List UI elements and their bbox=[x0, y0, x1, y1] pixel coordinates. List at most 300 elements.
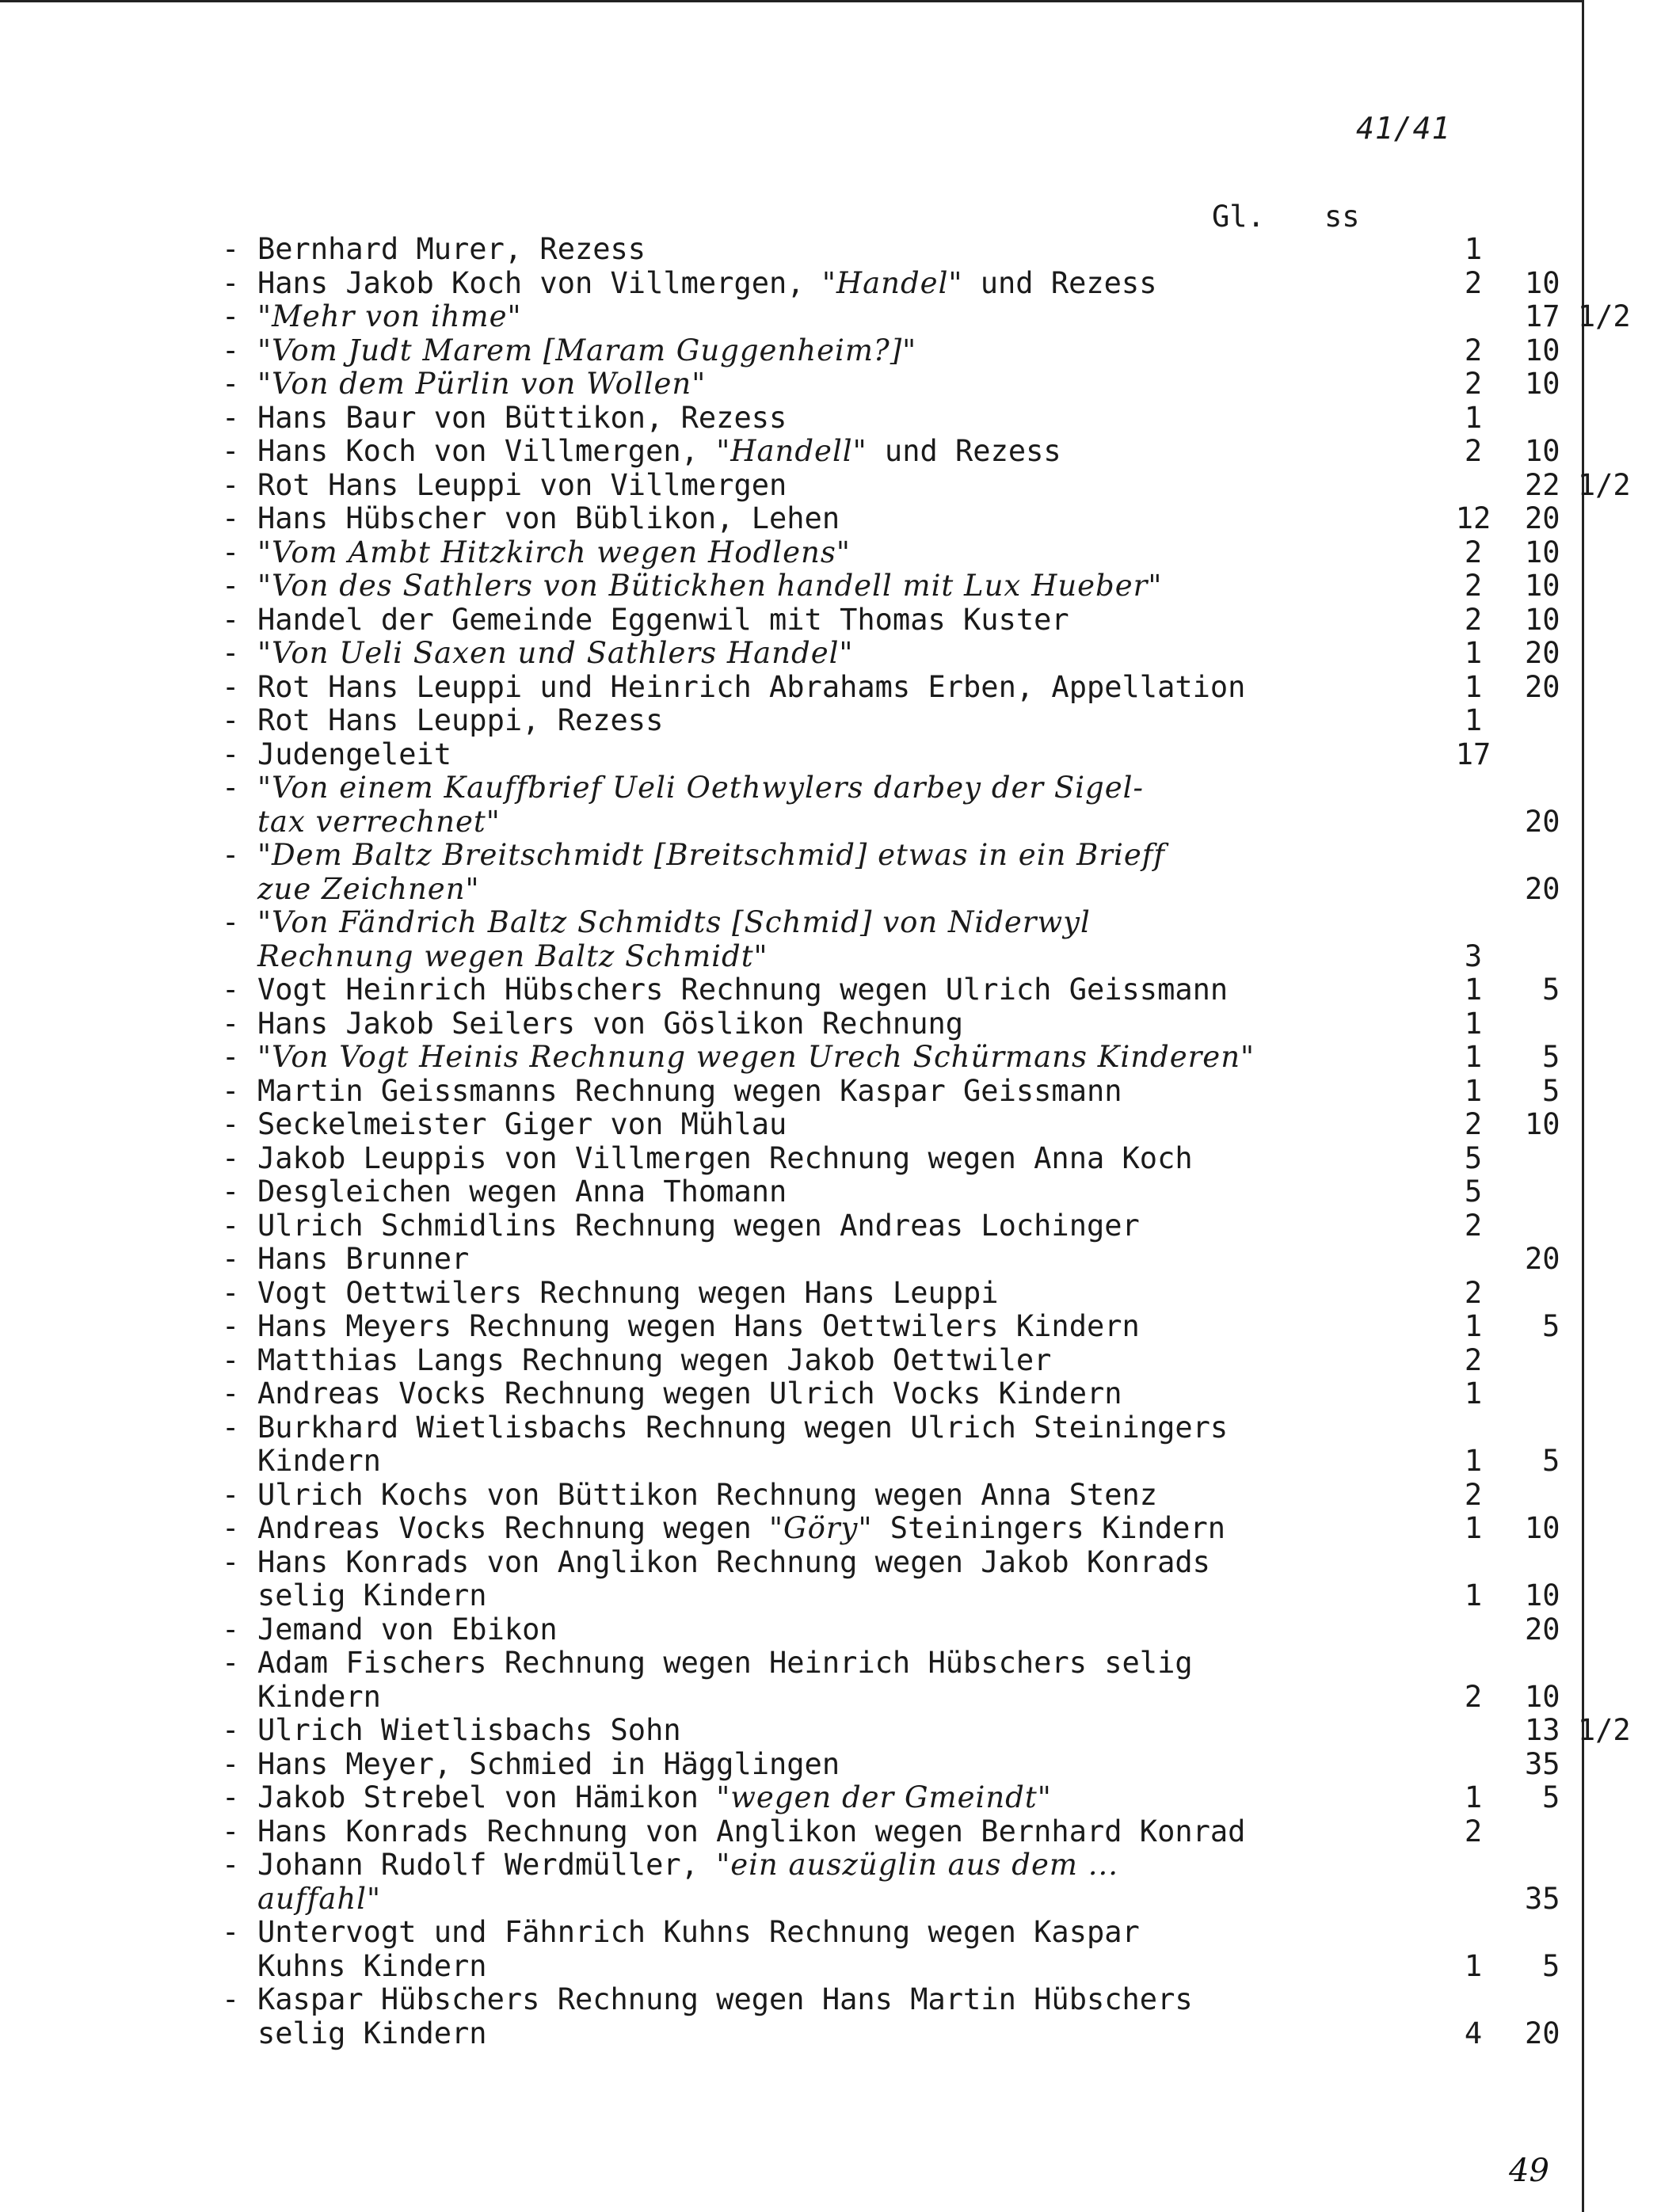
entry-text bbox=[257, 1209, 1224, 1243]
entry-text-line bbox=[257, 1983, 1224, 2017]
entry-text-line bbox=[257, 1243, 1224, 1277]
entry-text-line bbox=[257, 1277, 1224, 1311]
amount-gulden: 2 bbox=[1464, 602, 1483, 637]
entry-text bbox=[257, 1007, 1224, 1041]
entry-amounts bbox=[1220, 1309, 1560, 1344]
entry-text-line bbox=[257, 1075, 1224, 1109]
entry-dash: - bbox=[222, 501, 240, 535]
entry-dash: - bbox=[222, 1780, 240, 1814]
entry-text-segment: Vogt Heinrich Hübschers Rechnung wegen Ulrich Geissmann bbox=[257, 973, 1229, 1007]
entry-text-line bbox=[257, 1040, 1255, 1075]
entry-text-line bbox=[257, 1848, 1224, 1883]
entry-quote-segment: "Mehr von ihme" bbox=[257, 299, 522, 333]
entry-row bbox=[222, 535, 1560, 570]
entry-text bbox=[257, 1916, 1224, 1983]
entry-amounts bbox=[1220, 1511, 1560, 1546]
entry-amounts bbox=[1220, 636, 1560, 671]
entry-text-segment: Matthias Langs Rechnung wegen Jakob Oettwiler bbox=[257, 1342, 1052, 1377]
entry-text bbox=[257, 973, 1229, 1007]
entry-text-line bbox=[257, 469, 1224, 503]
amount-gulden: 2 bbox=[1464, 1275, 1483, 1310]
entry-text-line bbox=[257, 1714, 1224, 1748]
entry-amounts bbox=[1220, 1780, 1560, 1815]
entry-dash: - bbox=[222, 1410, 240, 1445]
entry-text-segment: Judengeleit bbox=[257, 737, 452, 771]
entry-text-line bbox=[257, 1410, 1229, 1445]
entry-text-segment: Kindern bbox=[257, 1444, 381, 1478]
entry-row bbox=[222, 367, 1560, 402]
amount-gulden: 2 bbox=[1464, 1477, 1483, 1512]
entry-amounts bbox=[1220, 1713, 1631, 1748]
amount-gulden: 1 bbox=[1464, 1948, 1483, 1983]
entry-dash: - bbox=[222, 367, 240, 401]
entry-quote-segment: "Von des Sathlers von Bütickhen handell mit Lux Hueber" bbox=[257, 569, 1163, 603]
entry-amounts bbox=[1220, 1342, 1483, 1378]
entry-text-line bbox=[257, 1950, 1224, 1984]
entry-dash: - bbox=[222, 1073, 240, 1108]
entry-text-line bbox=[257, 1377, 1224, 1411]
handwritten-folio-mark: 49 bbox=[1509, 2153, 1549, 2189]
entry-row bbox=[222, 333, 1560, 368]
amount-gulden: 1 bbox=[1464, 1376, 1483, 1411]
entry-dash: - bbox=[222, 569, 240, 603]
entry-text-segment: Hans Meyer, Schmied in Hägglingen bbox=[257, 1746, 840, 1781]
entry-dash: - bbox=[222, 1646, 240, 1680]
entry-text-line bbox=[257, 1916, 1224, 1950]
amount-schilling: 10 bbox=[1525, 434, 1560, 468]
entry-text bbox=[257, 334, 1224, 368]
entry-row bbox=[222, 1646, 1560, 1714]
entry-text-line bbox=[257, 669, 1246, 705]
entry-text-line bbox=[257, 738, 1224, 772]
entry-row bbox=[222, 1915, 1560, 1983]
amount-gulden: 2 bbox=[1464, 535, 1483, 569]
amount-schilling: 22 1/2 bbox=[1525, 467, 1631, 502]
entry-text bbox=[257, 300, 1224, 334]
amount-schilling: 20 bbox=[1525, 501, 1560, 535]
page-number: 41/41 bbox=[1356, 111, 1451, 146]
entry-row bbox=[222, 905, 1483, 973]
entry-quote-segment: tax verrechnet" bbox=[257, 804, 501, 839]
entry-row bbox=[222, 1746, 1560, 1782]
amount-schilling: 20 bbox=[1525, 636, 1560, 670]
entry-text bbox=[257, 1108, 1224, 1142]
entry-row bbox=[222, 737, 1491, 772]
entry-amounts bbox=[1220, 1578, 1560, 1613]
entry-dash: - bbox=[222, 299, 240, 333]
entry-dash: - bbox=[222, 602, 240, 637]
entry-text-line bbox=[257, 1781, 1224, 1815]
entry-amounts bbox=[1220, 1477, 1483, 1513]
entry-row bbox=[222, 569, 1560, 603]
amount-gulden: 2 bbox=[1464, 1208, 1483, 1243]
amount-schilling: 10 bbox=[1525, 333, 1560, 367]
entry-amounts bbox=[1220, 333, 1560, 368]
entry-quote-segment: Rechnung wegen Baltz Schmidt" bbox=[257, 938, 768, 973]
amount-gulden: 3 bbox=[1464, 938, 1483, 973]
entry-text-segment: selig Kindern bbox=[257, 1578, 487, 1612]
entry-quote-segment: auffahl" bbox=[257, 1881, 382, 1916]
entry-text-line bbox=[257, 502, 1224, 536]
entry-dash: - bbox=[222, 1477, 240, 1512]
entry-dash: - bbox=[222, 905, 240, 939]
entry-amounts bbox=[1220, 1814, 1483, 1849]
amount-schilling: 35 bbox=[1525, 1881, 1560, 1916]
amount-schilling: 10 bbox=[1525, 367, 1560, 401]
entry-amounts bbox=[1220, 1612, 1560, 1647]
entry-row bbox=[222, 1107, 1560, 1142]
entry-text-segment: Kindern bbox=[257, 1679, 381, 1714]
entry-text-segment: Untervogt und Fähnrich Kuhns Rechnung wegen Kaspar bbox=[257, 1915, 1140, 1949]
entry-dash: - bbox=[222, 1175, 240, 1209]
amount-schilling: 20 bbox=[1525, 1612, 1560, 1647]
amount-schilling: 5 bbox=[1542, 1780, 1560, 1814]
amount-schilling: 10 bbox=[1525, 602, 1560, 637]
amount-schilling: 17 1/2 bbox=[1525, 299, 1631, 333]
entry-text bbox=[257, 1848, 1224, 1916]
entry-text-line bbox=[257, 1512, 1224, 1546]
amount-gulden: 2 bbox=[1464, 367, 1483, 401]
entry-text-segment: Burkhard Wietlisbachs Rechnung wegen Ulrich Steiningers bbox=[257, 1410, 1229, 1445]
entry-text-line bbox=[257, 973, 1229, 1007]
entry-quote-segment: "ein auszüglin aus dem ... bbox=[716, 1848, 1119, 1882]
entry-dash: - bbox=[222, 1275, 240, 1310]
entry-text bbox=[257, 771, 1224, 839]
entry-text-line bbox=[257, 2017, 1224, 2051]
amount-gulden: 5 bbox=[1464, 1140, 1483, 1175]
entry-text bbox=[257, 1714, 1224, 1748]
entry-text-segment: Ulrich Kochs von Büttikon Rechnung wegen Anna Stenz bbox=[257, 1477, 1158, 1512]
entry-quote-segment: "Vom Ambt Hitzkirch wegen Hodlens" bbox=[257, 535, 851, 569]
entry-amounts bbox=[1220, 434, 1560, 469]
entry-text bbox=[257, 1410, 1229, 1479]
entry-row bbox=[222, 838, 1560, 906]
entry-dash: - bbox=[222, 333, 240, 367]
entry-row bbox=[222, 501, 1560, 536]
entry-dash: - bbox=[222, 703, 240, 737]
entry-dash: - bbox=[222, 1746, 240, 1781]
entry-amounts bbox=[1220, 1881, 1560, 1917]
entry-text bbox=[257, 1243, 1224, 1277]
entry-row bbox=[222, 669, 1560, 705]
entry-text-segment: Bernhard Murer, Rezess bbox=[257, 232, 646, 266]
entry-text-line bbox=[257, 1546, 1224, 1580]
entry-text-segment: Ulrich Schmidlins Rechnung wegen Andreas Lochinger bbox=[257, 1208, 1140, 1243]
entry-row bbox=[222, 636, 1560, 671]
entry-row bbox=[222, 703, 1483, 738]
entry-text bbox=[257, 402, 1224, 436]
entry-text bbox=[257, 1075, 1224, 1109]
entry-dash: - bbox=[222, 400, 240, 435]
entry-dash: - bbox=[222, 535, 240, 569]
entry-amounts bbox=[1220, 871, 1560, 907]
entry-text-segment: Hans Hübscher von Büblikon, Lehen bbox=[257, 501, 840, 535]
amount-schilling: 20 bbox=[1525, 804, 1560, 839]
entry-amounts bbox=[1220, 1073, 1560, 1109]
entry-amounts bbox=[1220, 737, 1491, 772]
entry-text bbox=[257, 1142, 1224, 1176]
entry-quote-segment: "Von dem Pürlin von Wollen" bbox=[257, 367, 707, 401]
entry-text-segment: Hans Jakob Seilers von Göslikon Rechnung bbox=[257, 1006, 964, 1041]
entry-text-segment: und Rezess bbox=[867, 434, 1061, 468]
amount-gulden: 12 bbox=[1455, 501, 1491, 535]
entry-text-line bbox=[257, 402, 1224, 436]
entry-text bbox=[257, 233, 1224, 267]
entry-text-line bbox=[257, 435, 1224, 469]
entry-text bbox=[257, 669, 1246, 705]
amount-schilling: 10 bbox=[1525, 569, 1560, 603]
entry-dash: - bbox=[222, 1544, 240, 1579]
entry-text-segment: Andreas Vocks Rechnung wegen Ulrich Vocks Kindern bbox=[257, 1376, 1122, 1411]
entry-text-line bbox=[257, 940, 1224, 974]
entry-amounts bbox=[1220, 501, 1560, 536]
entry-text-segment: Hans Konrads von Anglikon Rechnung wegen Jakob Konrads bbox=[257, 1544, 1210, 1579]
entry-amounts bbox=[1220, 1679, 1560, 1715]
entry-amounts bbox=[1220, 535, 1560, 570]
amount-schilling: 5 bbox=[1542, 973, 1560, 1007]
entry-text-line bbox=[257, 300, 1224, 334]
entry-text-segment: Kuhns Kindern bbox=[257, 1948, 487, 1983]
entry-text-line bbox=[257, 1814, 1246, 1849]
entry-row bbox=[222, 1544, 1560, 1613]
entry-dash: - bbox=[222, 1208, 240, 1243]
column-header-schilling: ss bbox=[1324, 200, 1360, 234]
entry-text bbox=[257, 1175, 1224, 1209]
entry-text-line bbox=[257, 367, 1224, 402]
entry-text bbox=[257, 1479, 1224, 1513]
entry-text-line bbox=[257, 704, 1224, 738]
amount-gulden: 1 bbox=[1464, 1511, 1483, 1545]
entry-amounts bbox=[1220, 1140, 1483, 1176]
amount-schilling: 35 bbox=[1525, 1746, 1560, 1781]
entry-amounts bbox=[1220, 1275, 1483, 1311]
entry-row bbox=[222, 1242, 1560, 1277]
amount-gulden: 1 bbox=[1464, 636, 1483, 670]
entry-text-line bbox=[257, 569, 1224, 603]
entry-text bbox=[257, 906, 1224, 973]
entry-text-segment: Rot Hans Leuppi von Villmergen bbox=[257, 467, 787, 502]
entry-text-segment: Jakob Leuppis von Villmergen Rechnung wegen Anna Koch bbox=[257, 1140, 1193, 1175]
amount-gulden: 1 bbox=[1464, 1578, 1483, 1612]
entry-text-line bbox=[257, 637, 1224, 671]
amount-schilling: 10 bbox=[1525, 1511, 1560, 1545]
entry-text-line bbox=[257, 1209, 1224, 1243]
amount-gulden: 1 bbox=[1464, 1309, 1483, 1343]
amount-gulden: 1 bbox=[1464, 669, 1483, 704]
entry-row bbox=[222, 1612, 1560, 1647]
amount-gulden: 2 bbox=[1464, 1679, 1483, 1714]
entry-text-line bbox=[257, 536, 1224, 570]
entry-row bbox=[222, 400, 1483, 436]
amount-gulden: 2 bbox=[1464, 333, 1483, 367]
entry-dash: - bbox=[222, 434, 240, 468]
entry-row bbox=[222, 973, 1560, 1007]
entry-text bbox=[257, 435, 1224, 469]
entry-text-segment: Jakob Strebel von Hämikon bbox=[257, 1780, 717, 1814]
entry-quote-segment: "Göry" bbox=[769, 1511, 873, 1545]
amount-gulden: 1 bbox=[1464, 400, 1483, 435]
entry-text bbox=[257, 1377, 1224, 1411]
entry-dash: - bbox=[222, 1982, 240, 2016]
entry-text bbox=[257, 738, 1224, 772]
entry-amounts bbox=[1220, 367, 1560, 402]
entry-dash: - bbox=[222, 1915, 240, 1949]
amount-gulden: 2 bbox=[1464, 1814, 1483, 1848]
amount-gulden: 2 bbox=[1464, 569, 1483, 603]
entry-text bbox=[257, 1781, 1224, 1815]
entry-text-line bbox=[257, 603, 1224, 638]
entry-text-segment: Andreas Vocks Rechnung wegen bbox=[257, 1511, 770, 1545]
entry-amounts bbox=[1220, 1444, 1560, 1479]
entry-dash: - bbox=[222, 1511, 240, 1545]
entry-row bbox=[222, 1713, 1631, 1748]
entry-text bbox=[257, 569, 1224, 603]
entry-dash: - bbox=[222, 1814, 240, 1848]
entry-row bbox=[222, 1376, 1483, 1411]
amount-schilling: 20 bbox=[1525, 669, 1560, 704]
entry-text-segment: selig Kindern bbox=[257, 2016, 487, 2050]
entry-text bbox=[257, 1546, 1224, 1613]
entry-row bbox=[222, 1040, 1560, 1075]
entry-row bbox=[222, 1410, 1560, 1479]
entry-amounts bbox=[1220, 938, 1483, 974]
entry-text-line bbox=[257, 1681, 1224, 1715]
entry-text-segment: Hans Brunner bbox=[257, 1242, 470, 1276]
entry-dash: - bbox=[222, 265, 240, 300]
entry-text-line bbox=[257, 267, 1224, 301]
entry-text-segment: Hans Koch von Villmergen, bbox=[257, 434, 717, 468]
amount-gulden: 1 bbox=[1464, 1073, 1483, 1108]
entry-text bbox=[257, 1613, 1224, 1647]
entry-quote-segment: "wegen der Gmeindt" bbox=[716, 1780, 1052, 1814]
entry-row bbox=[222, 1477, 1483, 1513]
entry-text-line bbox=[257, 805, 1224, 839]
entry-quote-segment: "Handell" bbox=[716, 434, 867, 468]
entry-dash: - bbox=[222, 669, 240, 704]
column-header-gulden: Gl. bbox=[1212, 200, 1265, 234]
entry-text-line bbox=[257, 839, 1224, 873]
entry-dash: - bbox=[222, 1040, 240, 1074]
amount-schilling: 20 bbox=[1525, 1242, 1560, 1276]
entry-row bbox=[222, 1780, 1560, 1815]
entry-text bbox=[257, 1310, 1224, 1344]
entry-amounts bbox=[1220, 400, 1483, 436]
entry-dash: - bbox=[222, 1309, 240, 1343]
amount-schilling: 20 bbox=[1525, 871, 1560, 906]
entry-text-segment: und Rezess bbox=[962, 265, 1157, 300]
amount-schilling: 13 1/2 bbox=[1525, 1713, 1631, 1747]
entry-row bbox=[222, 232, 1483, 267]
amount-gulden: 2 bbox=[1464, 1107, 1483, 1141]
entry-text-line bbox=[257, 334, 1224, 368]
entry-amounts bbox=[1220, 299, 1631, 334]
amount-gulden: 2 bbox=[1464, 265, 1483, 300]
entry-text bbox=[257, 1748, 1224, 1782]
entry-text bbox=[257, 704, 1224, 738]
entry-text-segment: Adam Fischers Rechnung wegen Heinrich Hübschers selig bbox=[257, 1646, 1193, 1680]
entry-text bbox=[257, 839, 1224, 906]
entry-amounts bbox=[1220, 669, 1560, 705]
entry-dash: - bbox=[222, 737, 240, 771]
amount-schilling: 10 bbox=[1525, 1578, 1560, 1612]
entry-amounts bbox=[1220, 1006, 1483, 1041]
amount-schilling: 5 bbox=[1542, 1309, 1560, 1343]
entry-text bbox=[257, 502, 1224, 536]
entry-amounts bbox=[1220, 1376, 1483, 1411]
entry-quote-segment: "Von Fändrich Baltz Schmidts [Schmid] von Niderwyl bbox=[257, 905, 1091, 939]
entry-text-line bbox=[257, 1108, 1224, 1142]
amount-schilling: 5 bbox=[1542, 1948, 1560, 1983]
entry-quote-segment: "Von einem Kauffbrief Ueli Oethwylers darbey der Sigel- bbox=[257, 771, 1144, 805]
entry-row bbox=[222, 602, 1560, 638]
entry-text bbox=[257, 1983, 1224, 2050]
entry-dash: - bbox=[222, 973, 240, 1007]
entry-row bbox=[222, 1208, 1483, 1243]
entry-row bbox=[222, 1342, 1483, 1378]
entry-text bbox=[257, 603, 1224, 638]
entry-dash: - bbox=[222, 838, 240, 872]
entry-row bbox=[222, 1848, 1560, 1916]
entry-row bbox=[222, 1073, 1560, 1109]
entry-text-segment: Rot Hans Leuppi, Rezess bbox=[257, 703, 664, 737]
entry-quote-segment: "Vom Judt Marem [Maram Guggenheim?]" bbox=[257, 333, 917, 367]
entry-text-segment: Hans Baur von Büttikon, Rezess bbox=[257, 400, 787, 435]
amount-gulden: 1 bbox=[1464, 703, 1483, 737]
entry-text-line bbox=[257, 1883, 1224, 1917]
amount-gulden: 5 bbox=[1464, 1175, 1483, 1209]
amount-gulden: 1 bbox=[1464, 232, 1483, 266]
entry-dash: - bbox=[222, 1612, 240, 1647]
amount-schilling: 10 bbox=[1525, 535, 1560, 569]
entry-text bbox=[257, 267, 1224, 301]
amount-schilling: 10 bbox=[1525, 1107, 1560, 1141]
amount-gulden: 4 bbox=[1464, 2016, 1483, 2050]
entry-dash: - bbox=[222, 1713, 240, 1747]
entry-text bbox=[257, 469, 1224, 503]
entry-dash: - bbox=[222, 636, 240, 670]
entry-dash: - bbox=[222, 467, 240, 502]
entry-row bbox=[222, 434, 1560, 469]
entry-text-segment: Hans Meyers Rechnung wegen Hans Oettwilers Kindern bbox=[257, 1309, 1140, 1343]
entry-dash: - bbox=[222, 1006, 240, 1041]
entry-amounts bbox=[1220, 265, 1560, 301]
entry-amounts bbox=[1220, 1208, 1483, 1243]
amount-schilling: 10 bbox=[1525, 1679, 1560, 1714]
entry-text bbox=[257, 637, 1224, 671]
entry-text-line bbox=[257, 1142, 1224, 1176]
entry-text-line bbox=[257, 1748, 1224, 1782]
entry-text-segment: Steiningers Kindern bbox=[872, 1511, 1226, 1545]
entry-amounts bbox=[1220, 569, 1560, 603]
entry-quote-segment: "Dem Baltz Breitschmidt [Breitschmid] etwas in ein Brieff bbox=[257, 838, 1166, 872]
entry-dash: - bbox=[222, 1242, 240, 1276]
entry-dash: - bbox=[222, 1342, 240, 1377]
entry-amounts bbox=[1220, 467, 1631, 503]
entry-text-segment: Martin Geissmanns Rechnung wegen Kaspar Geissmann bbox=[257, 1073, 1122, 1108]
entry-row bbox=[222, 265, 1560, 301]
entry-text-segment: Ulrich Wietlisbachs Sohn bbox=[257, 1713, 681, 1747]
amount-schilling: 5 bbox=[1542, 1040, 1560, 1074]
entry-text-line bbox=[257, 1175, 1224, 1209]
amount-schilling: 5 bbox=[1542, 1444, 1560, 1478]
entry-amounts bbox=[1220, 232, 1483, 267]
entry-text bbox=[257, 1344, 1224, 1378]
amount-schilling: 10 bbox=[1525, 265, 1560, 300]
entry-amounts bbox=[1220, 1242, 1560, 1277]
entry-text-line bbox=[257, 1479, 1224, 1513]
entry-row bbox=[222, 1982, 1560, 2050]
entry-amounts bbox=[1220, 1948, 1560, 1984]
